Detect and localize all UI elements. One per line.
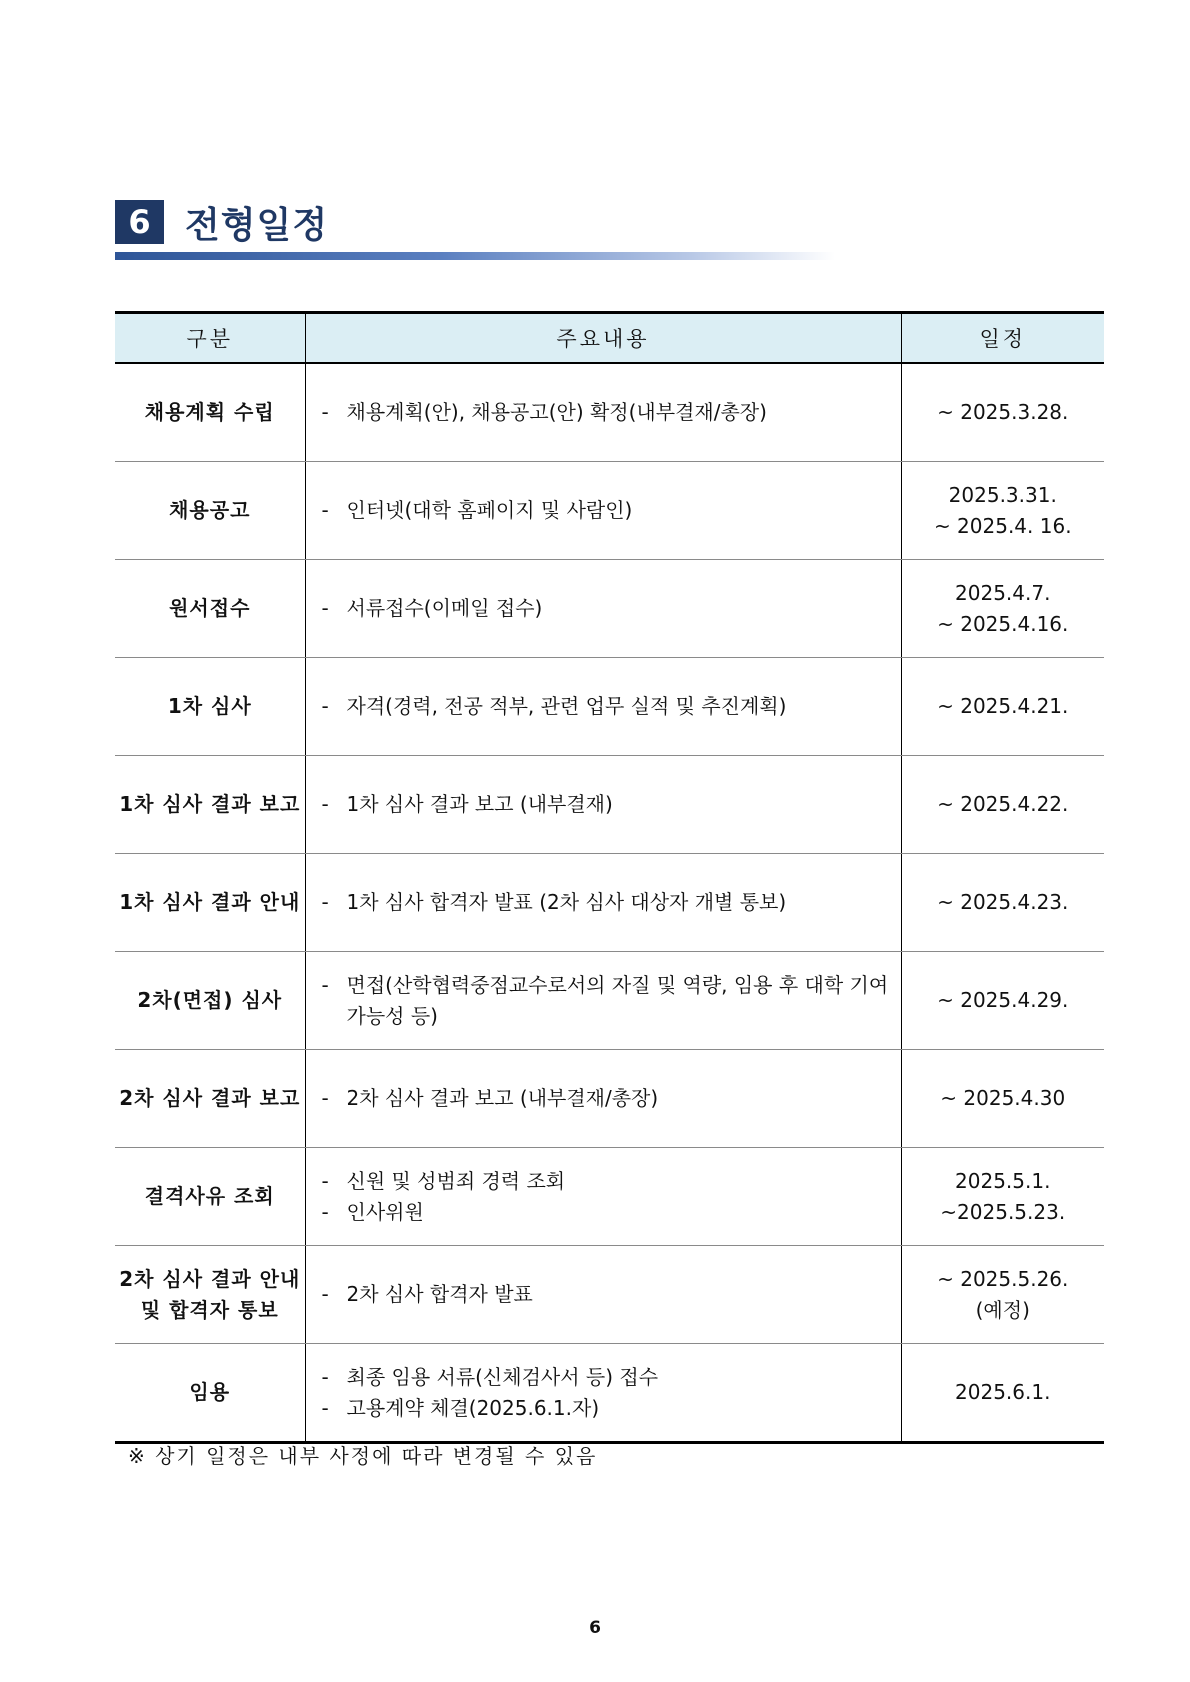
content-text: 1차 심사 합격자 발표 (2차 심사 대상자 개별 통보) [346,890,787,914]
row-category [115,756,305,854]
content-item [322,593,891,624]
category-line: 2차 심사 결과 안내 [119,1266,301,1291]
row-content [305,1246,901,1344]
date-line: 2025.6.1. [955,1380,1051,1404]
table-row [115,952,1104,1050]
page-number: 6 [589,1618,601,1638]
bullet-dash: - [321,498,329,522]
date-line: (예정) [975,1297,1030,1322]
row-category [115,1148,305,1246]
footnote: ※ 상기 일정은 내부 사정에 따라 변경될 수 있음 [128,1444,598,1468]
row-category [115,658,305,756]
category-line: 2차 심사 결과 보고 [119,1086,301,1110]
bullet-dash: - [321,694,329,718]
content-item [322,495,891,526]
category-line: 2차(면접) 심사 [137,988,283,1012]
bullet-dash: - [321,596,329,620]
row-date [901,1344,1104,1443]
category-line: 1차 심사 결과 보고 [119,792,301,816]
date-line: ~ 2025.4.16. [937,611,1069,636]
row-date [901,1050,1104,1148]
bullet-dash: - [321,1199,329,1224]
bullet-dash: - [321,1364,329,1389]
table-row [115,1050,1104,1148]
content-text: 1차 심사 결과 보고 (내부결재) [346,792,613,816]
schedule-table [115,311,1104,1444]
bullet-dash: - [321,972,329,997]
date-line: ~ 2025.5.26. [937,1266,1069,1291]
row-date [901,1148,1104,1246]
content-item [322,1393,891,1424]
bullet-dash: - [321,1168,329,1193]
table-row [115,658,1104,756]
table-row [115,1148,1104,1246]
content-text: 2차 심사 결과 보고 (내부결재/총장) [346,1086,659,1110]
date-line: 2025.4.7. [955,580,1051,605]
content-text: 서류접수(이메일 접수) [346,596,543,620]
date-line: ~ 2025.4. 16. [933,513,1072,538]
row-category [115,363,305,462]
content-item [322,887,891,918]
content-item [322,397,891,428]
table-header-row [115,313,1104,364]
content-text: 인사위원 [346,1199,424,1224]
row-date [901,1246,1104,1344]
table-row [115,1246,1104,1344]
date-line: ~ 2025.4.21. [937,694,1069,718]
header-date: 일정 [901,313,1104,364]
category-line: 임용 [189,1380,231,1404]
row-category [115,462,305,560]
bullet-dash: - [321,890,329,914]
row-date [901,363,1104,462]
header-category: 구분 [115,313,305,364]
date-line: ~ 2025.4.29. [937,988,1069,1012]
content-text: 신원 및 성범죄 경력 조회 [346,1168,566,1193]
table-row [115,560,1104,658]
content-item [322,1279,891,1310]
content-item [322,1197,891,1228]
row-date [901,756,1104,854]
content-text: 면접(산학협력중점교수로서의 자질 및 역량, 임용 후 대학 기여 가능성 등) [346,972,889,1028]
row-content [305,1050,901,1148]
content-item [322,1362,891,1393]
date-line: 2025.3.31. [948,482,1057,507]
row-date [901,560,1104,658]
content-item [322,970,891,1032]
row-category [115,1344,305,1443]
date-line: ~ 2025.4.23. [937,890,1069,914]
category-line: 결격사유 조회 [144,1184,275,1208]
content-text: 인터넷(대학 홈페이지 및 사람인) [346,498,633,522]
content-item [322,789,891,820]
bullet-dash: - [321,1086,329,1110]
date-line: ~ 2025.3.28. [937,400,1069,424]
content-text: 2차 심사 합격자 발표 [346,1282,533,1306]
table-row [115,1344,1104,1443]
content-item [322,1166,891,1197]
schedule-table-body [115,363,1104,1443]
row-content [305,1344,901,1443]
category-line: 1차 심사 결과 안내 [119,890,301,914]
row-content [305,854,901,952]
row-date [901,658,1104,756]
row-date [901,462,1104,560]
section-title: 전형일정 [185,204,329,246]
category-line: 및 합격자 통보 [140,1297,279,1322]
row-content [305,363,901,462]
content-text: 최종 임용 서류(신체검사서 등) 접수 [346,1364,659,1389]
bullet-dash: - [321,1395,329,1420]
section-heading [115,200,328,244]
table-row [115,462,1104,560]
bullet-dash: - [321,1282,329,1306]
section-number-badge: 6 [115,200,164,244]
row-date [901,854,1104,952]
content-text: 자격(경력, 전공 적부, 관련 업무 실적 및 추진계획) [346,694,787,718]
row-content [305,658,901,756]
table-row [115,756,1104,854]
row-content [305,756,901,854]
date-line: ~ 2025.4.30 [940,1086,1066,1110]
category-line: 원서접수 [169,596,251,620]
content-item [322,1083,891,1114]
bullet-dash: - [321,792,329,816]
heading-underline [115,252,835,260]
content-text: 채용계획(안), 채용공고(안) 확정(내부결재/총장) [346,400,767,424]
category-line: 1차 심사 [167,694,252,718]
row-date [901,952,1104,1050]
row-category [115,952,305,1050]
row-category [115,560,305,658]
bullet-dash: - [321,400,329,424]
row-category [115,1246,305,1344]
row-category [115,854,305,952]
category-line: 채용공고 [169,498,251,522]
date-line: 2025.5.1. [955,1168,1051,1193]
table-row [115,854,1104,952]
date-line: ~2025.5.23. [940,1199,1066,1224]
category-line: 채용계획 수립 [144,400,275,424]
row-content [305,462,901,560]
content-item [322,691,891,722]
row-content [305,1148,901,1246]
header-content: 주요내용 [305,313,901,364]
date-line: ~ 2025.4.22. [937,792,1069,816]
table-row [115,363,1104,462]
row-category [115,1050,305,1148]
row-content [305,560,901,658]
row-content [305,952,901,1050]
content-text: 고용계약 체결(2025.6.1.자) [346,1395,600,1420]
